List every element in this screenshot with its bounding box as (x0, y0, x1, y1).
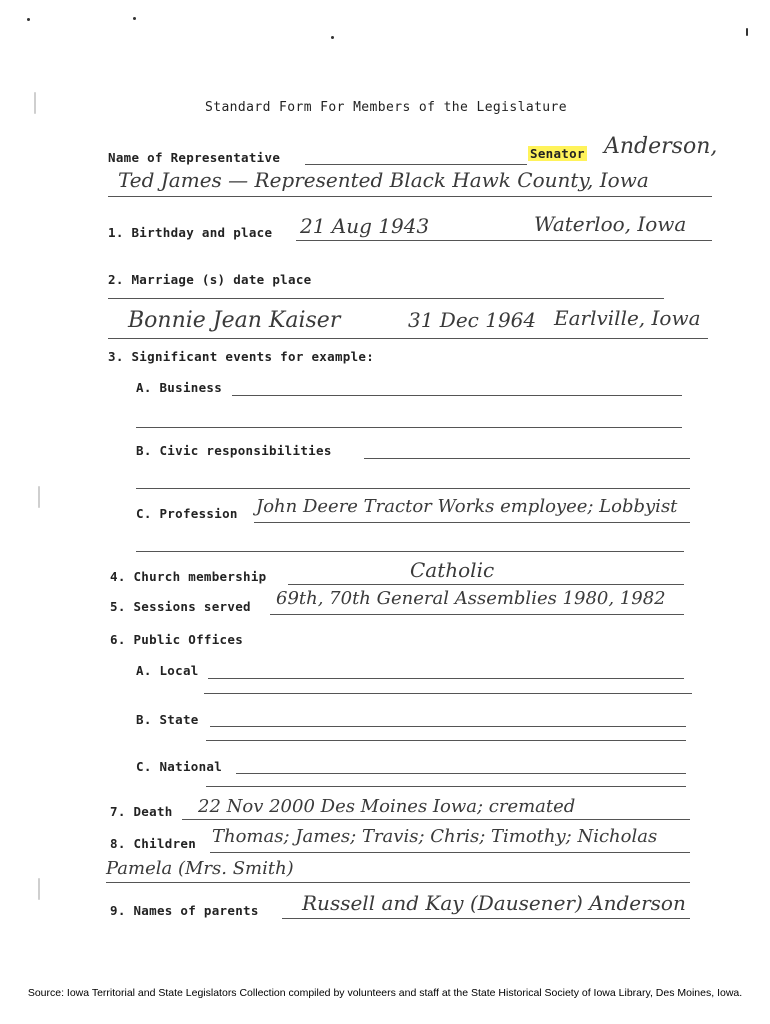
form-title: Standard Form For Members of the Legislature (205, 100, 567, 115)
profession-value: John Deere Tractor Works employee; Lobbyist (256, 496, 678, 517)
children-value-line2: Pamela (Mrs. Smith) (106, 858, 294, 879)
marriage-place: Earlville, Iowa (554, 306, 701, 330)
profession-line-2 (136, 551, 684, 552)
events-label: 3. Significant events for example: (108, 349, 375, 364)
name-line-2 (108, 196, 712, 197)
senator-label: Senator (530, 146, 585, 161)
local-line-2 (204, 693, 692, 694)
birthday-date: 21 Aug 1943 (300, 214, 430, 238)
business-line-1 (232, 395, 682, 396)
national-line-2 (206, 786, 686, 787)
sessions-label: 5. Sessions served (110, 599, 251, 614)
parents-value: Russell and Kay (Dausener) Anderson (302, 891, 686, 915)
sessions-value: 69th, 70th General Assemblies 1980, 1982 (276, 588, 666, 609)
national-line-1 (236, 773, 686, 774)
scan-speck (133, 17, 136, 20)
name-handwritten: Ted James — Represented Black Hawk County, Iowa (118, 168, 649, 192)
church-line (288, 584, 684, 585)
scan-speck (27, 18, 30, 21)
punch-hole-shadow (38, 878, 40, 900)
civic-line-2 (136, 488, 690, 489)
source-caption: Source: Iowa Territorial and State Legislators Collection compiled by volunteers and staff at the State Historical Society of Iowa Library, Des Moines, Iowa. (27, 987, 743, 999)
marriage-line-2 (108, 338, 708, 339)
local-line-1 (208, 678, 684, 679)
business-label: A. Business (136, 380, 223, 395)
name-underline (305, 164, 527, 165)
birthday-underline (296, 240, 712, 241)
marriage-spouse: Bonnie Jean Kaiser (128, 308, 341, 333)
birthday-place: Waterloo, Iowa (534, 212, 687, 236)
national-office-label: C. National (136, 759, 223, 774)
children-label: 8. Children (110, 836, 197, 851)
church-label: 4. Church membership (110, 569, 267, 584)
sessions-line (270, 614, 684, 615)
local-office-label: A. Local (136, 663, 199, 678)
name-label: Name of Representative (108, 150, 281, 165)
parents-label: 9. Names of parents (110, 903, 259, 918)
civic-line-1 (364, 458, 690, 459)
marriage-date: 31 Dec 1964 (408, 308, 537, 332)
birthday-label: 1. Birthday and place (108, 225, 273, 240)
business-line-2 (136, 427, 682, 428)
punch-hole-shadow (38, 486, 40, 508)
death-label: 7. Death (110, 804, 173, 819)
marriage-line-1 (108, 298, 664, 299)
death-line (182, 819, 690, 820)
civic-label: B. Civic responsibilities (136, 443, 332, 458)
parents-line (282, 918, 690, 919)
children-value-line1: Thomas; James; Travis; Chris; Timothy; Nicholas (212, 826, 658, 847)
profession-line-1 (254, 522, 690, 523)
scan-speck (331, 36, 334, 39)
state-line-2 (206, 740, 686, 741)
state-office-label: B. State (136, 712, 199, 727)
marriage-label: 2. Marriage (s) date place (108, 272, 312, 287)
public-offices-label: 6. Public Offices (110, 632, 244, 647)
state-line-1 (210, 726, 686, 727)
children-line-2 (106, 882, 690, 883)
profession-label: C. Profession (136, 506, 238, 521)
scan-speck (746, 28, 748, 36)
children-line-1 (210, 852, 690, 853)
punch-hole-shadow (34, 92, 36, 114)
church-value: Catholic (410, 558, 495, 582)
name-surname-handwritten: Anderson, (604, 134, 718, 159)
death-value: 22 Nov 2000 Des Moines Iowa; cremated (198, 796, 576, 817)
